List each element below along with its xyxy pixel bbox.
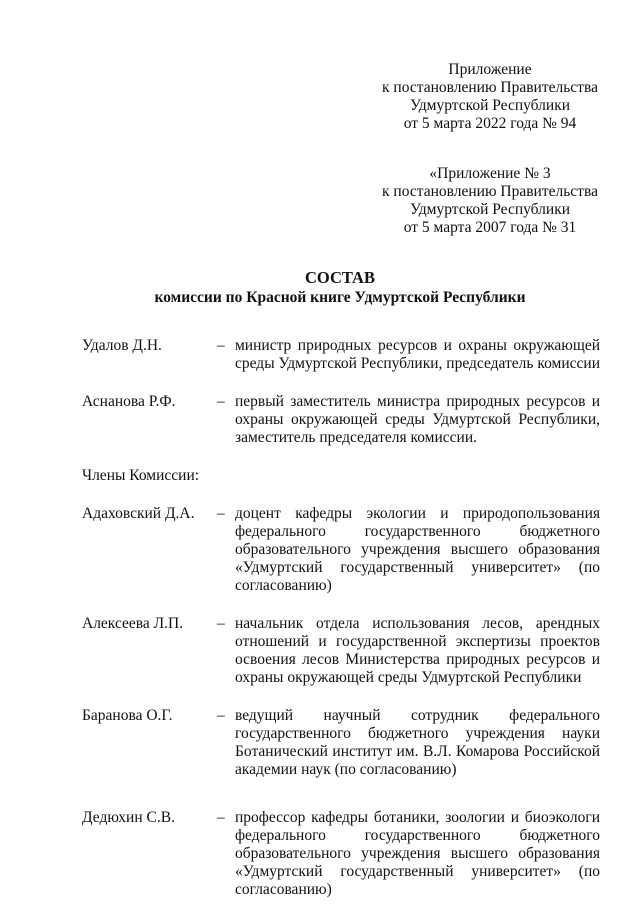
attachment-header-original xyxy=(360,165,620,237)
member-role: первый заместитель министра природных ресурсов и охраны окружающей среды Удмуртской Республики, заместитель председателя комиссии. xyxy=(235,393,600,446)
member-name: Дедюхин С.В. xyxy=(82,809,175,826)
document-title xyxy=(60,268,620,308)
dash: – xyxy=(217,809,225,826)
commission-list xyxy=(82,337,600,899)
commission-entry xyxy=(82,337,600,373)
members-label: Члены Комиссии: xyxy=(82,467,200,484)
dash: – xyxy=(217,505,225,522)
member-name: Алексеева Л.П. xyxy=(82,615,184,632)
member-role: ведущий научный сотрудник федерального государственного бюджетного учреждения науки Ботанический институт им. В.Л. Комарова Российской академии наук (по согласованию) xyxy=(235,707,600,778)
dash: – xyxy=(217,615,225,632)
attachment-line: от 5 марта 2022 года № 94 xyxy=(403,115,577,132)
attachment-line: к постановлению Правительства xyxy=(382,79,598,96)
dash: – xyxy=(217,393,225,410)
commission-entry xyxy=(82,809,600,899)
member-role: доцент кафедры экологии и природопользования федерального государственного бюджетного образовательного учреждения высшего образования «Удмуртский государственный университет» (по согласованию) xyxy=(235,505,600,594)
member-role: профессор кафедры ботаники, зоологии и биоэкологи федерального государственного бюджетного образовательного учреждения высшего образования «Удмуртский государственный университет» (по согласованию) xyxy=(235,809,600,898)
attachment-line: к постановлению Правительства xyxy=(382,183,598,200)
commission-entry xyxy=(82,393,600,447)
commission-entry xyxy=(82,505,600,595)
title-subtitle: комиссии по Красной книге Удмуртской Республики xyxy=(154,289,526,306)
member-name: Адаховский Д.А. xyxy=(82,505,195,522)
dash: – xyxy=(217,707,225,724)
commission-entry xyxy=(82,615,600,687)
member-name: Удалов Д.Н. xyxy=(82,337,162,354)
member-role: министр природных ресурсов и охраны окружающей среды Удмуртской Республики, председатель комиссии xyxy=(235,337,600,372)
commission-entry xyxy=(82,707,600,779)
attachment-line: Удмуртской Республики xyxy=(409,97,571,114)
attachment-header-current xyxy=(360,61,620,133)
attachment-line: от 5 марта 2007 года № 31 xyxy=(403,219,577,236)
attachment-line: «Приложение № 3 xyxy=(429,165,551,182)
member-name: Аснанова Р.Ф. xyxy=(82,393,176,410)
member-role: начальник отдела использования лесов, арендных отношений и государственной экспертизы проектов освоения лесов Министерства природных ресурсов и охраны окружающей среды Удмуртской Республики xyxy=(235,615,600,686)
title-main: СОСТАВ xyxy=(305,268,375,287)
attachment-line: Приложение xyxy=(448,61,532,78)
attachment-line: Удмуртской Республики xyxy=(409,201,571,218)
dash: – xyxy=(217,337,225,354)
member-name: Баранова О.Г. xyxy=(82,707,173,724)
